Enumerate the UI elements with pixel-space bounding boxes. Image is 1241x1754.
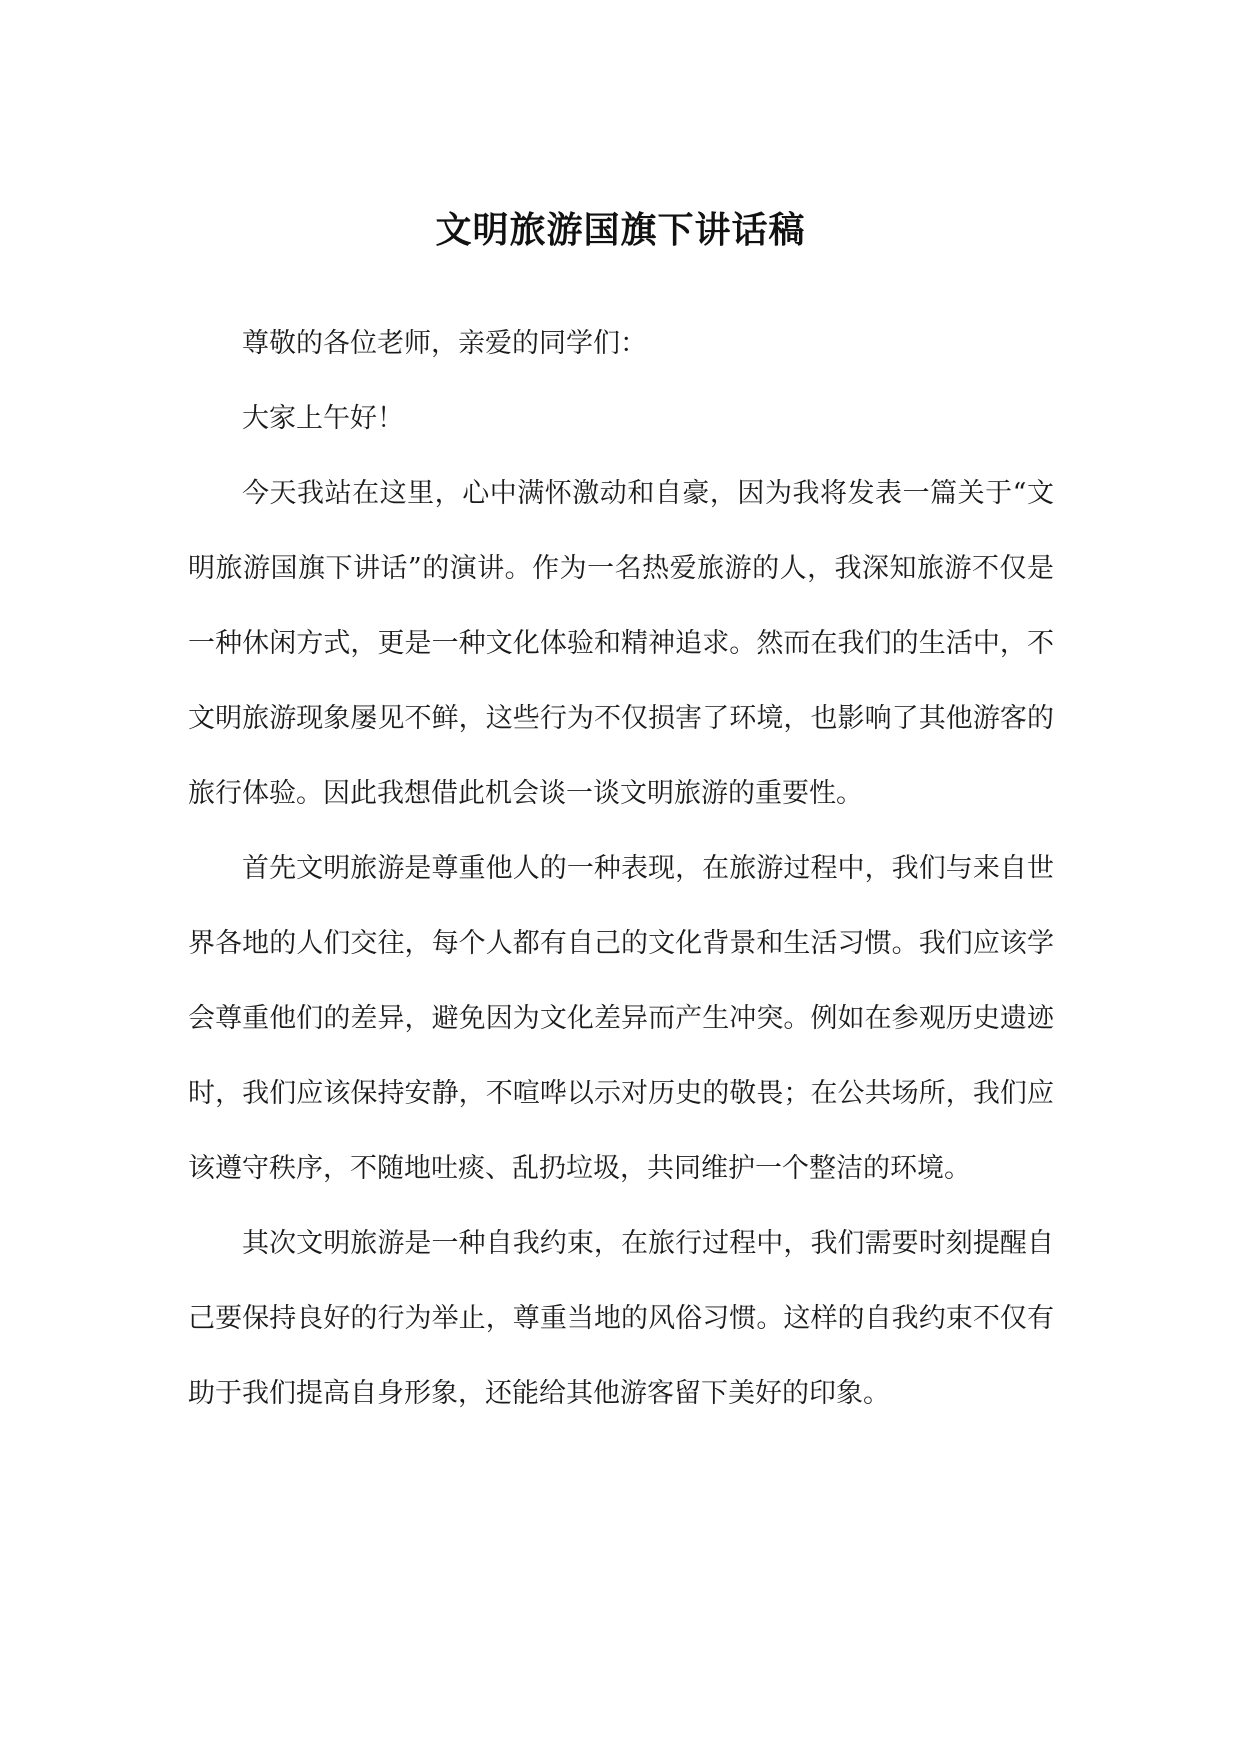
salutation: 尊敬的各位老师，亲爱的同学们：	[242, 328, 647, 359]
document-title: 文明旅游国旗下讲话稿	[435, 209, 806, 252]
paragraph-intro: 今天我站在这里，心中满怀激动和自豪，因为我将发表一篇关于“文明旅游国旗下讲话”的演讲。作为一名热爱旅游的人，我深知旅游不仅是一种休闲方式，更是一种文化体验和精神追求。然而在我们的生活中，不文明旅游现象屡见不鲜，这些行为不仅损害了环境，也影响了其他游客的旅行体验。因此我想借此机会谈一谈文明旅游的重要性。	[188, 478, 1054, 809]
document-body	[188, 306, 1054, 1431]
paragraph-respect: 首先文明旅游是尊重他人的一种表现，在旅游过程中，我们与来自世界各地的人们交往，每个人都有自己的文化背景和生活习惯。我们应该学会尊重他们的差异，避免因为文化差异而产生冲突。例如在参观历史遗迹时，我们应该保持安静，不喧哗以示对历史的敬畏；在公共场所，我们应该遵守秩序，不随地吐痰、乱扔垃圾，共同维护一个整洁的环境。	[188, 853, 1054, 1184]
greeting: 大家上午好！	[242, 403, 404, 434]
paragraph-self-discipline: 其次文明旅游是一种自我约束，在旅行过程中，我们需要时刻提醒自己要保持良好的行为举止，尊重当地的风俗习惯。这样的自我约束不仅有助于我们提高自身形象，还能给其他游客留下美好的印象。	[188, 1228, 1054, 1409]
